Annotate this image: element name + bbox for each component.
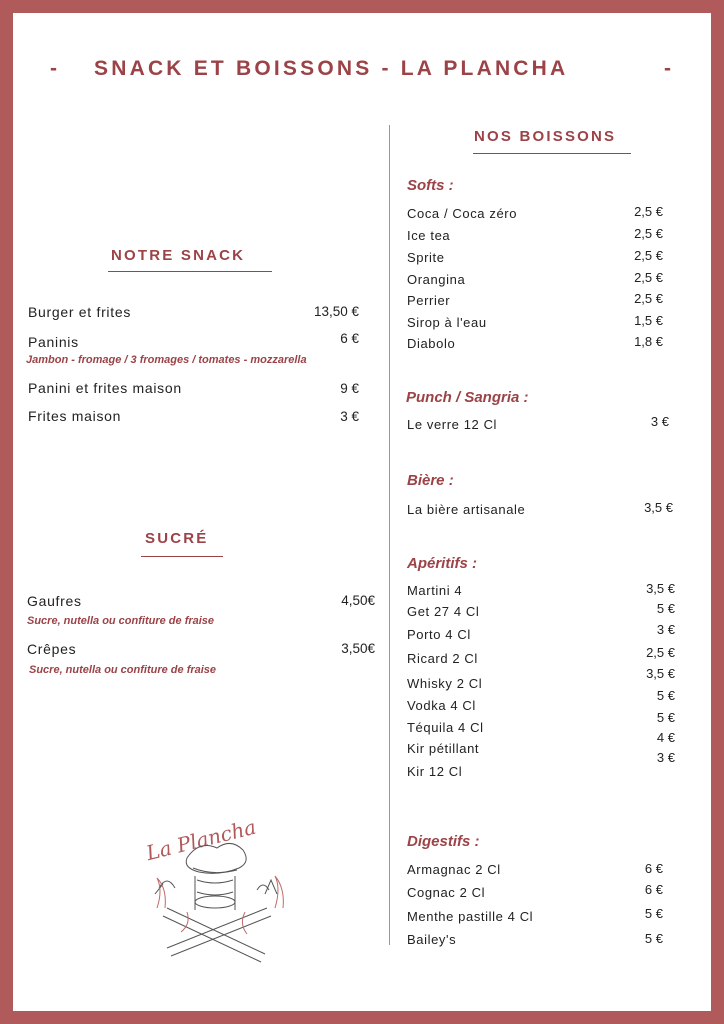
- drink-name: Get 27 4 Cl: [407, 604, 480, 619]
- drink-name: Orangina: [407, 272, 466, 287]
- drink-price: 1,5 €: [634, 313, 663, 328]
- drink-name: Bailey's: [407, 932, 457, 947]
- drink-price: 3,5 €: [646, 581, 675, 596]
- menu-item-price: 3,50€: [341, 641, 375, 656]
- category-title: Punch / Sangria :: [406, 389, 529, 406]
- plancha-logo-icon: [137, 798, 297, 968]
- drink-price: 2,5 €: [646, 645, 675, 660]
- drink-name: Vodka 4 Cl: [407, 698, 476, 713]
- menu-item-price: 4,50€: [341, 593, 375, 608]
- drink-price: 5 €: [656, 688, 675, 703]
- menu-item-name: Crêpes: [27, 641, 77, 657]
- drink-price: 1,8 €: [634, 334, 663, 349]
- drink-price: 3 €: [650, 414, 669, 429]
- drink-price: 2,5 €: [634, 270, 663, 285]
- drink-price: 4 €: [656, 730, 675, 745]
- menu-item-price: 3 €: [340, 409, 359, 424]
- menu-item-name: Burger et frites: [28, 304, 132, 320]
- drink-name: Le verre 12 Cl: [407, 417, 498, 432]
- menu-item-price: 9 €: [340, 381, 359, 396]
- boissons-heading-underline: [473, 153, 631, 154]
- category-title: Bière :: [407, 472, 454, 489]
- drink-name: Ice tea: [407, 228, 451, 243]
- logo-wordmark: La Plancha: [143, 814, 259, 866]
- snack-heading: NOTRE SNACK: [111, 247, 246, 264]
- drink-price: 2,5 €: [634, 291, 663, 306]
- menu-item-note: Jambon - fromage / 3 fromages / tomates - mozzarella: [26, 354, 307, 366]
- drink-price: 3,5 €: [646, 666, 675, 681]
- boissons-heading: NOS BOISSONS: [474, 128, 617, 145]
- drink-price: 5 €: [656, 601, 675, 616]
- drink-price: 6 €: [644, 882, 663, 897]
- title-dash-right: -: [664, 57, 671, 80]
- menu-item-note: Sucre, nutella ou confiture de fraise: [27, 615, 215, 627]
- menu-item-name: Gaufres: [27, 593, 82, 609]
- drink-price: 3,5 €: [644, 500, 673, 515]
- drink-name: Ricard 2 Cl: [407, 651, 478, 666]
- drink-name: Porto 4 Cl: [407, 627, 471, 642]
- drink-name: Sprite: [407, 250, 445, 265]
- drink-name: Kir pétillant: [407, 741, 480, 756]
- drink-price: 3 €: [656, 750, 675, 765]
- snack-heading-underline: [108, 271, 272, 272]
- menu-item-note: Sucre, nutella ou confiture de fraise: [29, 664, 217, 676]
- drink-price: 2,5 €: [634, 248, 663, 263]
- drink-price: 5 €: [656, 710, 675, 725]
- drink-name: Coca / Coca zéro: [407, 206, 518, 221]
- column-divider: [389, 125, 390, 945]
- category-title: Digestifs :: [407, 833, 480, 850]
- drink-name: Cognac 2 Cl: [407, 885, 486, 900]
- drink-name: Téquila 4 Cl: [407, 720, 484, 735]
- drink-name: Menthe pastille 4 Cl: [407, 909, 534, 924]
- category-title: Apéritifs :: [407, 555, 478, 572]
- drink-name: Diabolo: [407, 336, 456, 351]
- drink-price: 5 €: [644, 931, 663, 946]
- drink-name: La bière artisanale: [407, 502, 526, 517]
- drink-price: 3 €: [656, 622, 675, 637]
- drink-name: Sirop à l'eau: [407, 315, 487, 330]
- menu-item-name: Frites maison: [28, 408, 122, 424]
- menu-page: [13, 13, 711, 1011]
- drink-name: Perrier: [407, 293, 451, 308]
- drink-name: Kir 12 Cl: [407, 764, 463, 779]
- title-dash-left: -: [50, 57, 57, 80]
- drink-price: 2,5 €: [634, 204, 663, 219]
- drink-name: Whisky 2 Cl: [407, 676, 483, 691]
- drink-price: 6 €: [644, 861, 663, 876]
- category-title: Softs :: [407, 177, 454, 194]
- drink-name: Martini 4: [407, 583, 463, 598]
- drink-price: 5 €: [644, 906, 663, 921]
- sucre-heading: SUCRÉ: [145, 530, 209, 547]
- menu-item-price: 13,50 €: [313, 304, 359, 319]
- sucre-heading-underline: [141, 556, 223, 557]
- drink-price: 2,5 €: [634, 226, 663, 241]
- page-title: SNACK ET BOISSONS - LA PLANCHA: [94, 57, 569, 80]
- drink-name: Armagnac 2 Cl: [407, 862, 501, 877]
- menu-item-name: Panini et frites maison: [28, 380, 182, 396]
- menu-item-name: Paninis: [28, 334, 79, 350]
- menu-item-price: 6 €: [340, 331, 359, 346]
